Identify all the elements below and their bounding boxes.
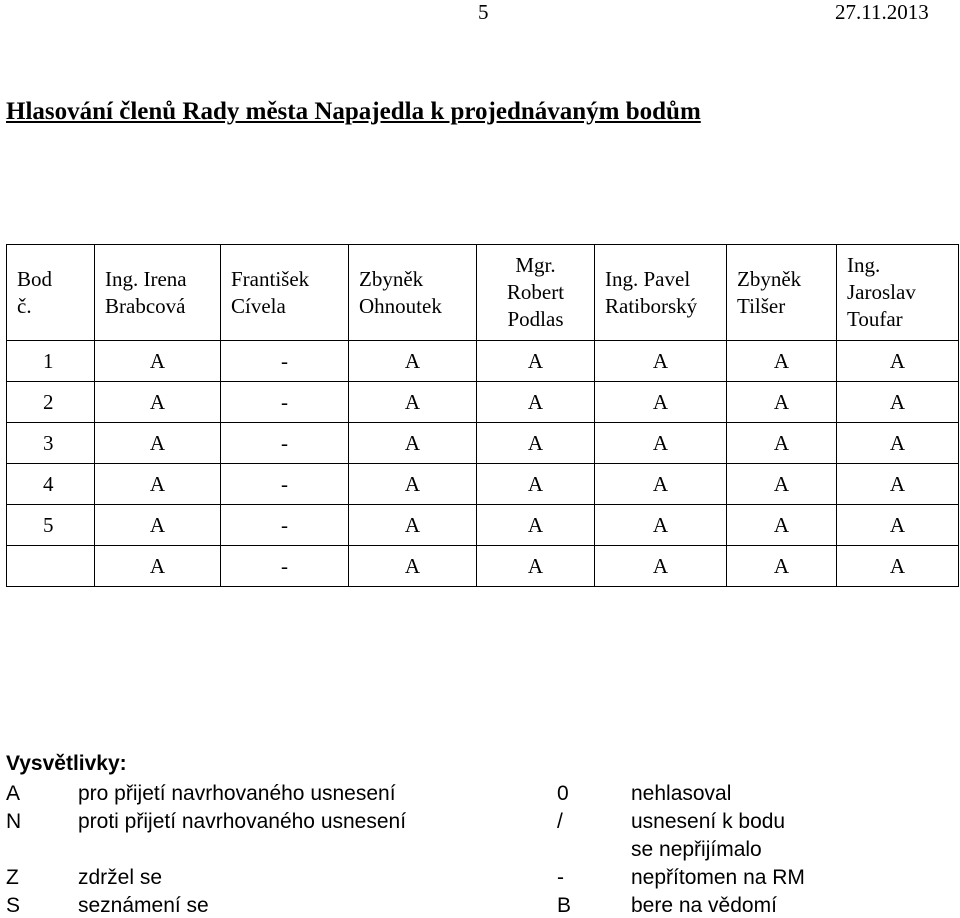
vote-cell: A	[95, 341, 221, 382]
legend-title: Vysvětlivky:	[6, 752, 127, 775]
vote-cell: A	[95, 423, 221, 464]
vote-cell: A	[349, 546, 477, 587]
legend-description: proti přijetí navrhovaného usnesení	[78, 810, 407, 833]
column-header-line: Ing. Irena	[105, 266, 187, 291]
legend-code: Z	[6, 866, 19, 889]
bod-number-cell: 2	[7, 382, 95, 423]
legend-code: A	[6, 782, 21, 805]
legend-description: zdržel se	[78, 866, 163, 889]
legend-code: 0	[557, 782, 569, 805]
column-header-member	[349, 245, 477, 341]
vote-cell: A	[727, 423, 837, 464]
voting-table	[6, 244, 959, 587]
vote-cell: A	[477, 505, 595, 546]
vote-cell: A	[349, 464, 477, 505]
vote-cell: A	[595, 505, 727, 546]
vote-cell: A	[837, 505, 959, 546]
column-header-line: Tilšer	[737, 293, 786, 318]
column-header-line: Ing.	[847, 253, 881, 277]
table-row	[7, 505, 959, 546]
column-header-member	[95, 245, 221, 341]
table-row	[7, 341, 959, 382]
column-header-member	[837, 245, 959, 341]
bod-number-cell: 1	[7, 341, 95, 382]
vote-cell: -	[221, 464, 349, 505]
vote-cell: A	[727, 505, 837, 546]
legend-description: seznámení se	[78, 894, 209, 917]
vote-cell: A	[727, 546, 837, 587]
column-header-line: Brabcová	[105, 293, 186, 318]
column-header-line: Bod	[17, 266, 53, 291]
table-row	[7, 464, 959, 505]
table-header-row	[7, 245, 959, 341]
vote-cell: -	[221, 546, 349, 587]
column-header-line: František	[231, 266, 310, 291]
table-row	[7, 423, 959, 464]
vote-cell: A	[837, 464, 959, 505]
legend-description: se nepřijímalo	[631, 838, 762, 861]
vote-cell: A	[349, 382, 477, 423]
column-header-bod	[7, 245, 95, 341]
bod-number-cell: 4	[7, 464, 95, 505]
vote-cell: A	[595, 546, 727, 587]
vote-cell: A	[837, 382, 959, 423]
column-header-member	[595, 245, 727, 341]
column-header-member	[221, 245, 349, 341]
vote-cell: A	[595, 464, 727, 505]
vote-cell: A	[95, 505, 221, 546]
vote-cell: A	[837, 546, 959, 587]
document-title: Hlasování členů Rady města Napajedla k projednávaným bodům	[6, 98, 701, 125]
vote-cell: A	[95, 464, 221, 505]
page-number: 5	[478, 0, 489, 24]
column-header-line: Cívela	[231, 293, 286, 318]
vote-cell: -	[221, 341, 349, 382]
vote-cell: A	[477, 341, 595, 382]
vote-cell: A	[349, 505, 477, 546]
vote-cell: A	[477, 382, 595, 423]
table-body	[7, 341, 959, 587]
vote-cell: A	[477, 423, 595, 464]
legend-description: pro přijetí navrhovaného usnesení	[78, 782, 396, 805]
vote-cell: A	[595, 341, 727, 382]
column-header-line: Ohnoutek	[359, 293, 442, 318]
bod-number-cell: 5	[7, 505, 95, 546]
vote-cell: A	[95, 546, 221, 587]
legend-description: bere na vědomí	[631, 894, 777, 917]
legend-code: N	[6, 810, 22, 833]
table-row	[7, 546, 959, 587]
column-header-line: č.	[17, 293, 32, 318]
column-header-line: Zbyněk	[737, 266, 802, 291]
vote-cell: A	[837, 341, 959, 382]
column-header-member	[477, 245, 595, 341]
vote-cell: A	[595, 423, 727, 464]
legend-description: nepřítomen na RM	[631, 866, 805, 889]
column-header-line: Podlas	[507, 307, 564, 331]
vote-cell: A	[477, 546, 595, 587]
vote-cell: -	[221, 505, 349, 546]
legend-code: B	[557, 894, 572, 917]
legend-code: S	[6, 894, 21, 917]
bod-number-cell	[7, 546, 95, 587]
vote-cell: A	[95, 382, 221, 423]
column-header-line: Ratiborský	[605, 293, 698, 318]
table-row	[7, 382, 959, 423]
column-header-line: Toufar	[847, 307, 903, 331]
legend-code: -	[557, 866, 564, 889]
vote-cell: A	[727, 464, 837, 505]
legend-description: nehlasoval	[631, 782, 732, 805]
legend-description: usnesení k bodu	[631, 810, 786, 833]
column-header-member	[727, 245, 837, 341]
page-date: 27.11.2013	[835, 0, 929, 24]
vote-cell: A	[727, 382, 837, 423]
column-header-line: Robert	[506, 280, 565, 304]
vote-cell: A	[837, 423, 959, 464]
column-header-line: Mgr.	[515, 253, 556, 277]
vote-cell: A	[349, 423, 477, 464]
column-header-line: Jaroslav	[847, 280, 916, 304]
bod-number-cell: 3	[7, 423, 95, 464]
vote-cell: A	[349, 341, 477, 382]
vote-cell: A	[477, 464, 595, 505]
vote-cell: -	[221, 382, 349, 423]
column-header-line: Zbyněk	[359, 266, 424, 291]
column-header-line: Ing. Pavel	[605, 266, 691, 291]
legend-code: /	[557, 810, 563, 833]
vote-cell: -	[221, 423, 349, 464]
vote-cell: A	[727, 341, 837, 382]
vote-cell: A	[595, 382, 727, 423]
